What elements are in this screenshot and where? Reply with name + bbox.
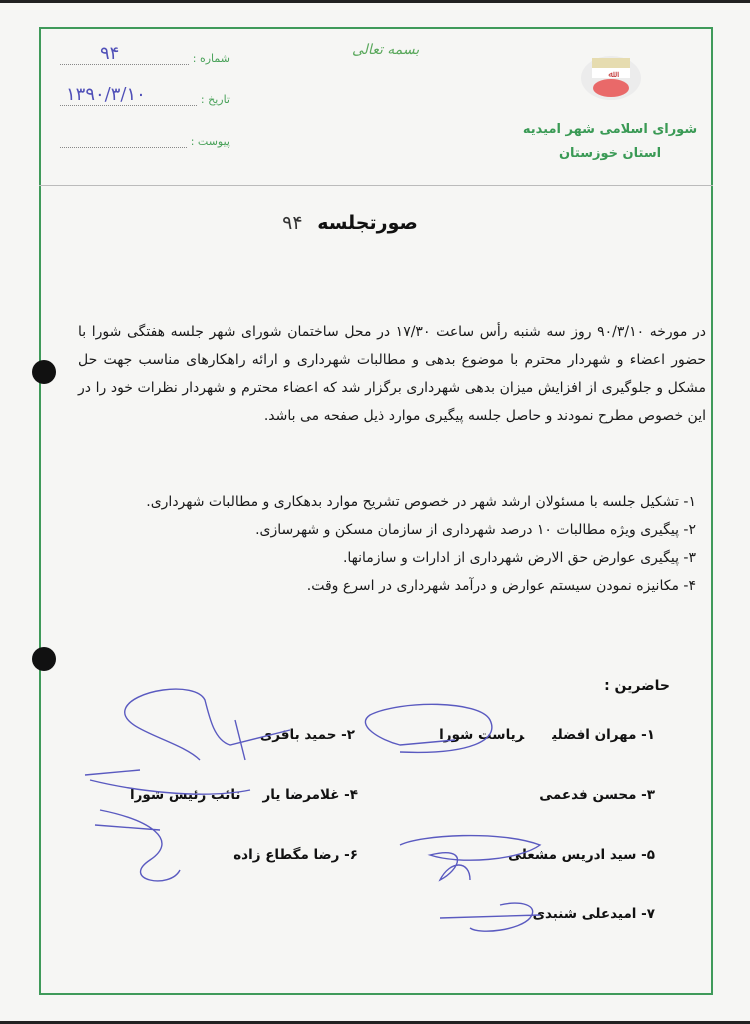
iran-emblem-icon (578, 48, 644, 104)
title-text: صورتجلسه (317, 212, 418, 234)
attachment-field (60, 135, 230, 148)
attendee-name: ۵- سید ادریس مشعلی (508, 847, 655, 863)
attendees-label: حاضرین : (604, 678, 670, 694)
number-value: ۹۴ (100, 43, 120, 64)
attendee-name: ۲- حمید باقری (259, 727, 355, 743)
attendee-name: ۱- مهران افضلی (552, 727, 655, 743)
minutes-paragraph: در مورخه ۹۰/۳/۱۰ روز سه شنبه رأس ساعت ۱۷/۳۰ در محل ساختمان شورای شهر جلسه هفتگی شورا با حضور اعضاء و شهردار محترم با موضوع بدهی و مطالبات شهرداری و ارائه راهکارهای مناسب جهت حل مشکل و جلوگیری از افزایش میزان بدهی شهرداری برگزار شد که اعضاء محترم و شهردار نظرات خود را در این خصوص مطرح نمودند و حاصل جلسه پیگیری موارد ذیل صفحه می باشد. (78, 324, 706, 424)
attendee-row (233, 847, 358, 863)
attendee-row (539, 787, 655, 803)
attendee-row (439, 727, 655, 743)
date-field (60, 84, 230, 106)
action-item: ۲- پیگیری ویژه مطالبات ۱۰ درصد شهرداری از سازمان مسکن و شهرسازی. (255, 522, 696, 538)
attendee-row (533, 906, 655, 922)
province-name: استان خوزستان (558, 146, 662, 161)
attendee-row (508, 847, 655, 863)
attendee-name: ۴- غلامرضا یار (262, 787, 358, 803)
attendee-name: ۳- محسن فدعمی (539, 787, 655, 803)
punch-hole (32, 360, 56, 384)
attachment-label: پیوست : (190, 135, 230, 148)
number-field (60, 43, 230, 65)
header-divider (39, 185, 713, 186)
attendee-role: ریاست شورا (439, 727, 525, 743)
number-label: شماره : (192, 52, 230, 65)
org-name: شورای اسلامی شهر امیدیه (522, 122, 698, 137)
date-value: ۱۳۹۰/۳/۱۰ (66, 84, 146, 105)
date-label: تاریخ : (200, 93, 230, 106)
attendee-role: نائب رئیس شورا (130, 787, 241, 803)
title-number: ۹۴ (282, 212, 303, 234)
page-title (270, 212, 430, 234)
basmala: بسمه تعالی (352, 42, 420, 58)
punch-hole (32, 647, 56, 671)
attendee-row (130, 787, 358, 803)
action-items (78, 488, 706, 600)
action-item: ۱- تشکیل جلسه با مسئولان ارشد شهر در خصوص تشریح موارد بدهکاری و مطالبات شهرداری. (146, 494, 696, 510)
attendee-name: ۶- رضا مگطاع زاده (233, 847, 358, 863)
action-item: ۴- مکانیزه نمودن سیستم عوارض و درآمد شهرداری در اسرع وقت. (306, 578, 696, 594)
attendee-name: ۷- امیدعلی شنبدی (532, 906, 655, 922)
svg-text:ﷲ: ﷲ (608, 70, 614, 80)
scan-edge-top (0, 0, 750, 3)
action-item: ۳- پیگیری عوارض حق الارض شهرداری از ادارات و سازمانها. (342, 550, 696, 566)
attendee-row (260, 727, 355, 743)
